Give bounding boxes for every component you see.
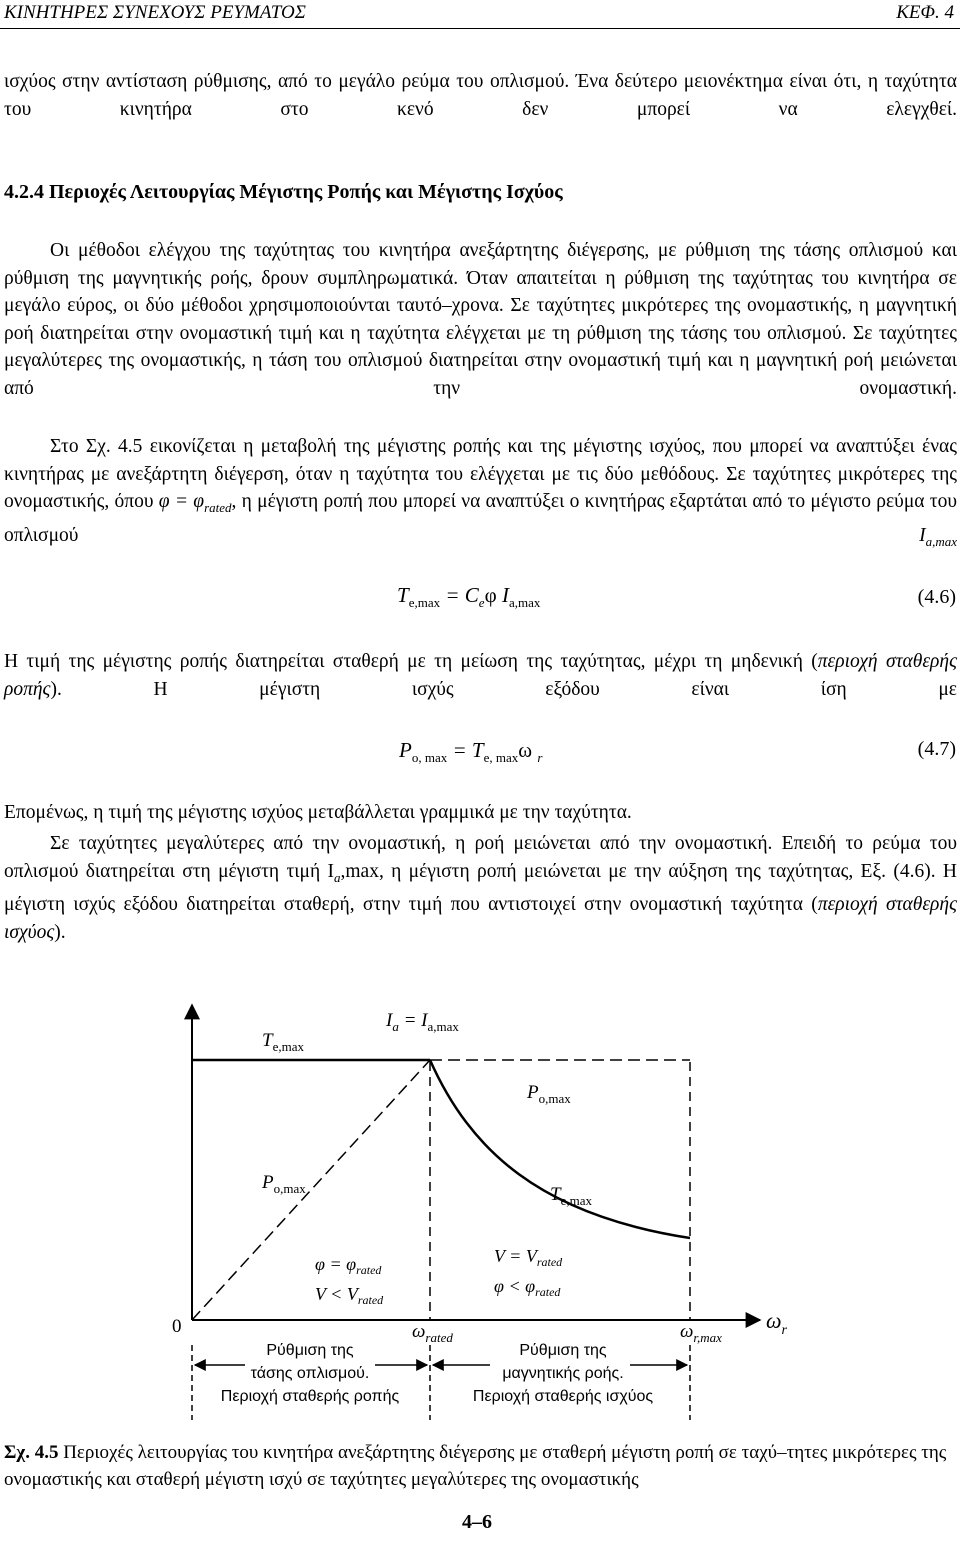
left-region-line3: Περιοχή σταθερής ροπής xyxy=(220,1388,400,1405)
header-chapter-title: ΚΙΝΗΤΗΡΕΣ ΣΥΝΕΧΟΥΣ ΡΕΥΜΑΤΟΣ xyxy=(4,2,306,23)
label-ia-eq: $I_a = I_{a,max}$ xyxy=(386,1010,459,1034)
section-heading: 4.2.4 Περιοχές Λειτουργίας Μέγιστης Ροπής και Μέγιστης Ισχύος xyxy=(4,181,563,203)
caption-text: Περιοχές λειτουργίας του κινητήρα ανεξάρτητης διέγερσης με σταθερή μέγιστη ροπή σε ταχύ–τητες μικρότερες της ονομαστικής και σταθερή μέγιστη ισχύ σε ταχύτητες μεγαλύτερες της ονομαστικής xyxy=(4,1442,947,1490)
equation-number-4-6: (4.6) xyxy=(917,586,956,608)
label-right-phi-less: $\varphi < \varphi_{rated}$ xyxy=(494,1276,561,1299)
page-header xyxy=(0,2,960,26)
paragraph-figure-intro: Στο Σχ. 4.5 εικονίζεται η μεταβολή της μέγιστης ροπής και της μέγιστης ισχύος, που μπορεί να αναπτύξει ένας κινητήρας με ανεξάρτητη διέγερση, όταν η ταχύτητα του ελέγχεται με τις δύο μεθόδους. Σε ταχύτητες μικρότερες της ονομαστικής, όπου $\varphi = \varphi_{rated}$, η μέγιστη ροπή που μπορεί να αναπτύξει ο κινητήρας εξαρτάται από το μέγιστο ρεύμα του οπλισμού $I_{a,max}$ xyxy=(4,436,958,549)
paragraph-constant-power: Σε ταχύτητες μεγαλύτερες από την ονομαστική, η ροή μειώνεται από την ονομαστική. Επειδή το ρεύμα του οπλισμού διατηρείται στη μέγιστη τιμή $I_a,\max$, η μέγιστη ροπή μειώνεται με την αύξηση της ταχύτητας, Εξ. (4.6). Η μέγιστη ισχύς εξόδου διατηρείται σταθερή, στην τιμή που αντιστοιχεί στην ονομαστική ταχύτητα (περιοχή σταθερής ισχύος). xyxy=(4,833,957,943)
paragraph-intro: ισχύος στην αντίσταση ρύθμισης, από το μεγάλο ρεύμα του οπλισμού. Ένα δεύτερο μειονέκτημα είναι ότι, η ταχύτητα του κινητήρα στο κενό δεν μπορεί να ελεγχθεί. xyxy=(4,71,957,120)
phi-rated-symbol: $\varphi = \varphi_{rated}$ xyxy=(158,491,232,515)
figure-caption xyxy=(4,1439,957,1493)
label-pomax-low: $P_{o,max}$ xyxy=(262,1172,306,1196)
caption-figure-number: Σχ. 4.5 xyxy=(4,1442,59,1463)
label-temax-top: $T_{e,max}$ xyxy=(262,1030,304,1054)
power-rising-line xyxy=(192,1060,430,1320)
label-temax-low: $T_{e,max}$ xyxy=(550,1184,592,1208)
right-region-line3: Περιοχή σταθερής ισχύος xyxy=(472,1388,654,1405)
ia-max-symbol: $I_{a,max}$ xyxy=(919,524,957,549)
header-rule xyxy=(0,28,960,29)
label-left-v-less: $V < V_{rated}$ xyxy=(315,1284,384,1307)
right-region-line1: Ρύθμιση της xyxy=(519,1342,607,1359)
label-pomax-top: $P_{o,max}$ xyxy=(527,1082,571,1106)
equation-number-4-7: (4.7) xyxy=(917,738,956,760)
label-w-axis: $\omega_r$ xyxy=(766,1308,787,1338)
label-w-rmax: $\omega_{r,max}$ xyxy=(680,1321,722,1345)
page-number: 4–6 xyxy=(462,1511,492,1533)
left-region-line1: Ρύθμιση της xyxy=(266,1342,354,1359)
label-origin-zero: 0 xyxy=(172,1316,182,1337)
paragraph-constant-torque: Η τιμή της μέγιστης ροπής διατηρείται σταθερή με τη μείωση της ταχύτητας, μέχρι τη μηδενική (περιοχή σταθερής ροπής). Η μέγιστη ισχύς εξόδου είναι ίση με xyxy=(4,651,957,700)
paragraph-linear-power: Επομένως, η τιμή της μέγιστης ισχύος μεταβάλλεται γραμμικά με την ταχύτητα. xyxy=(4,802,632,823)
figure-operating-regions xyxy=(0,990,960,1430)
equation-4-6: $T_{e,max} = C_e\varphi$ $I_{a,max}$ xyxy=(397,583,541,610)
header-chapter-number: ΚΕΦ. 4 xyxy=(896,2,954,23)
label-right-v-rated: $V = V_{rated}$ xyxy=(494,1246,563,1269)
equation-4-7: $P_{o, max} = T_{e, max}\omega$ $_r$ xyxy=(399,738,543,765)
label-w-rated: $\omega_{rated}$ xyxy=(412,1321,453,1345)
right-region-line2: μαγνητικής ροής. xyxy=(502,1365,624,1382)
label-left-phi-rated: $\varphi = \varphi_{rated}$ xyxy=(315,1254,382,1277)
torque-hyperbola xyxy=(430,1060,690,1238)
paragraph-methods: Οι μέθοδοι ελέγχου της ταχύτητας του κινητήρα ανεξάρτητης διέγερσης, με ρύθμιση της τάσης οπλισμού και ρύθμιση της μαγνητικής ροής, δρουν συμπληρωματικά. Όταν απαιτείται η ρύθμιση της ταχύτητας του κινητήρα σε μεγάλο εύρος, οι δύο μέθοδοι χρησιμοποιούνται ταυτό–χρονα. Σε ταχύτητες μικρότερες της ονομαστικής, η μαγνητική ροή διατηρείται στην ονομαστική τιμή και η ταχύτητα ελέγχεται με τη ρύθμιση της τάσης του οπλισμού. Σε ταχύτητες μεγαλύτερες της ονομαστικής, η τάση του οπλισμού διατηρείται στην ονομαστική τιμή και η μαγνητική ροή μειώνεται από την ονομαστική. xyxy=(4,240,957,399)
left-region-line2: τάσης οπλισμού. xyxy=(250,1365,370,1382)
